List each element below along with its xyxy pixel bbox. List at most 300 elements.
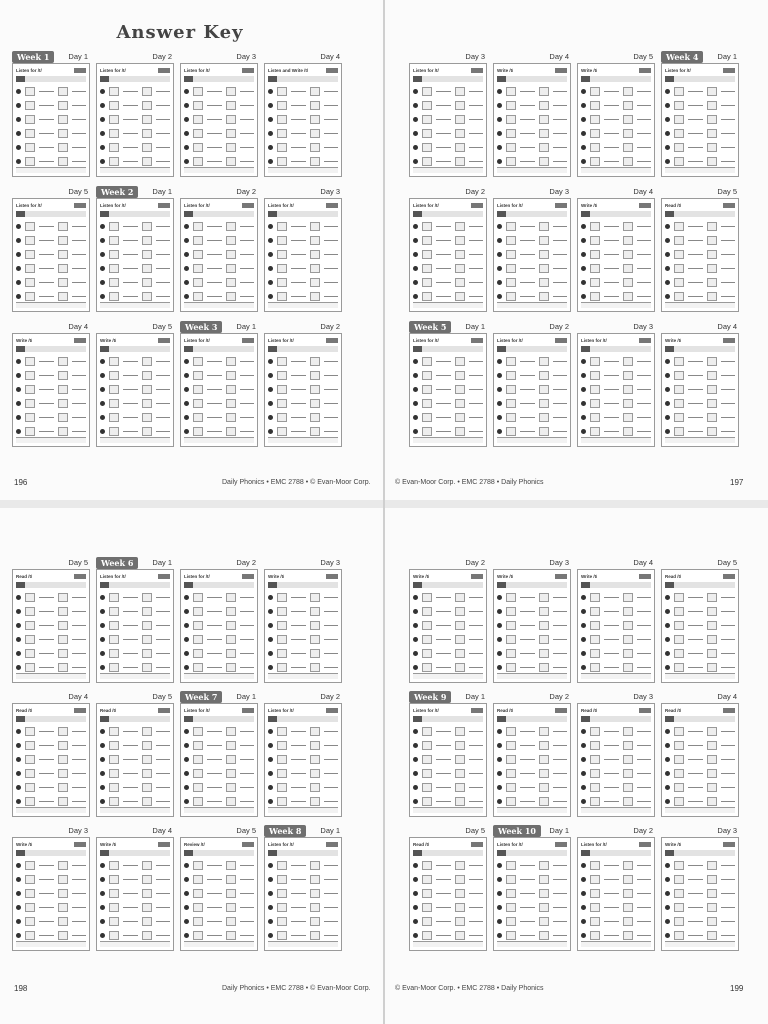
picture-icon (25, 250, 35, 259)
picture-icon (142, 797, 152, 806)
picture-icon (310, 875, 320, 884)
picture-icon (539, 292, 549, 301)
picture-icon (590, 755, 600, 764)
picture-icon (277, 889, 287, 898)
exercise-row (184, 607, 254, 616)
picture-icon (226, 115, 236, 124)
bullet-icon (184, 266, 189, 271)
picture-icon (422, 797, 432, 806)
bullet-icon (100, 252, 105, 257)
bullet-icon (413, 415, 418, 420)
exercise-row (413, 385, 483, 394)
directions-bar (184, 211, 254, 217)
picture-icon (422, 250, 432, 259)
picture-icon (623, 264, 633, 273)
picture-icon (109, 222, 119, 231)
exercise-row (268, 861, 338, 870)
worksheet-page (264, 63, 342, 177)
directions-bar (268, 211, 338, 217)
week-label: Week 2 (96, 186, 138, 198)
bullet-icon (497, 294, 502, 299)
exercise-row (268, 115, 338, 124)
picture-icon (193, 250, 203, 259)
worksheet-page (12, 333, 90, 447)
directions-bar (497, 211, 567, 217)
exercise-row (665, 236, 735, 245)
worksheet-title: Listen for /t/ (581, 842, 607, 847)
day-label: Day 1 (68, 52, 88, 61)
day-label: Day 4 (549, 52, 569, 61)
bullet-icon (100, 665, 105, 670)
exercise-row (581, 917, 651, 926)
picture-icon (193, 264, 203, 273)
picture-icon (226, 143, 236, 152)
bullet-icon (581, 933, 586, 938)
worksheet-thumbnail (661, 558, 739, 684)
picture-icon (25, 357, 35, 366)
exercise-row (497, 143, 567, 152)
exercise-row (184, 278, 254, 287)
picture-icon (142, 593, 152, 602)
picture-icon (539, 607, 549, 616)
picture-icon (674, 727, 684, 736)
worksheet-page (12, 63, 90, 177)
bullet-icon (665, 429, 670, 434)
exercise-row (268, 621, 338, 630)
bullet-icon (184, 359, 189, 364)
picture-icon (674, 649, 684, 658)
bullet-icon (413, 387, 418, 392)
picture-icon (58, 593, 68, 602)
exercise-row (497, 87, 567, 96)
picture-icon (109, 129, 119, 138)
worksheet-thumbnail (661, 187, 739, 313)
bullet-icon (268, 280, 273, 285)
picture-icon (674, 413, 684, 422)
picture-icon (193, 741, 203, 750)
picture-icon (310, 236, 320, 245)
picture-icon (142, 292, 152, 301)
picture-icon (422, 371, 432, 380)
exercise-row (100, 889, 170, 898)
picture-icon (455, 797, 465, 806)
exercise-row (413, 663, 483, 672)
bullet-icon (16, 401, 21, 406)
day-label: Day 5 (717, 187, 737, 196)
name-tag (158, 68, 170, 73)
picture-icon (109, 427, 119, 436)
bullet-icon (497, 891, 502, 896)
worksheet-title: Read /t/ (665, 203, 682, 208)
exercise-row (497, 727, 567, 736)
picture-icon (277, 593, 287, 602)
picture-icon (226, 371, 236, 380)
picture-icon (590, 649, 600, 658)
picture-icon (58, 413, 68, 422)
picture-icon (58, 385, 68, 394)
picture-icon (226, 931, 236, 940)
worksheet-title: Write /t/ (581, 574, 598, 579)
picture-icon (25, 861, 35, 870)
bullet-icon (413, 933, 418, 938)
exercise-row (497, 635, 567, 644)
bullet-icon (581, 609, 586, 614)
picture-icon (277, 607, 287, 616)
picture-icon (142, 399, 152, 408)
worksheet-title: Listen for /t/ (413, 68, 439, 73)
day-label: Day 2 (320, 322, 340, 331)
picture-icon (277, 101, 287, 110)
review-strip (268, 941, 338, 947)
exercise-row (665, 371, 735, 380)
review-strip (413, 941, 483, 947)
picture-icon (277, 797, 287, 806)
exercise-row (665, 157, 735, 166)
picture-icon (310, 399, 320, 408)
exercise-row (413, 292, 483, 301)
picture-icon (506, 769, 516, 778)
directions-bar (581, 716, 651, 722)
worksheet-page (493, 198, 571, 312)
picture-icon (226, 741, 236, 750)
picture-icon (506, 129, 516, 138)
picture-icon (707, 385, 717, 394)
bullet-icon (413, 877, 418, 882)
worksheet-page (493, 63, 571, 177)
bullet-icon (268, 429, 273, 434)
picture-icon (539, 357, 549, 366)
exercise-row (497, 931, 567, 940)
exercise-row (268, 741, 338, 750)
worksheet-thumbnail (661, 52, 739, 178)
picture-icon (25, 797, 35, 806)
day-label: Day 2 (320, 692, 340, 701)
bullet-icon (665, 401, 670, 406)
bullet-icon (665, 743, 670, 748)
picture-icon (277, 931, 287, 940)
picture-icon (455, 755, 465, 764)
exercise-row (581, 278, 651, 287)
picture-icon (142, 861, 152, 870)
picture-icon (455, 931, 465, 940)
day-label: Day 4 (717, 322, 737, 331)
picture-icon (590, 222, 600, 231)
exercise-row (581, 663, 651, 672)
picture-icon (674, 797, 684, 806)
picture-icon (226, 889, 236, 898)
bullet-icon (16, 294, 21, 299)
worksheet-title: Read /t/ (16, 708, 33, 713)
worksheet-title: Listen for /t/ (665, 68, 691, 73)
directions-bar (581, 211, 651, 217)
picture-icon (623, 783, 633, 792)
exercise-row (268, 371, 338, 380)
picture-icon (590, 236, 600, 245)
review-strip (497, 673, 567, 679)
worksheet-title: Write /t/ (665, 338, 682, 343)
picture-icon (422, 87, 432, 96)
exercise-row (497, 236, 567, 245)
picture-icon (623, 292, 633, 301)
bullet-icon (100, 729, 105, 734)
exercise-row (16, 917, 86, 926)
bullet-icon (100, 919, 105, 924)
bullet-icon (413, 103, 418, 108)
picture-icon (623, 649, 633, 658)
picture-icon (707, 861, 717, 870)
picture-icon (539, 236, 549, 245)
bullet-icon (184, 117, 189, 122)
exercise-row (497, 861, 567, 870)
picture-icon (506, 157, 516, 166)
bullet-icon (100, 238, 105, 243)
bullet-icon (497, 373, 502, 378)
picture-icon (674, 129, 684, 138)
picture-icon (623, 593, 633, 602)
name-tag (326, 203, 338, 208)
exercise-row (665, 129, 735, 138)
name-tag (639, 338, 651, 343)
picture-icon (193, 931, 203, 940)
bullet-icon (100, 401, 105, 406)
review-strip (184, 167, 254, 173)
worksheet-thumbnail (12, 558, 90, 684)
review-strip (100, 167, 170, 173)
exercise-row (100, 663, 170, 672)
bullet-icon (581, 595, 586, 600)
worksheet-page (577, 703, 655, 817)
bullet-icon (184, 373, 189, 378)
exercise-row (665, 292, 735, 301)
picture-icon (142, 607, 152, 616)
picture-icon (455, 875, 465, 884)
worksheet-page (96, 703, 174, 817)
bullet-icon (665, 905, 670, 910)
picture-icon (707, 115, 717, 124)
picture-icon (590, 769, 600, 778)
exercise-row (413, 87, 483, 96)
picture-icon (539, 101, 549, 110)
name-tag (723, 842, 735, 847)
bullet-icon (100, 863, 105, 868)
picture-icon (590, 371, 600, 380)
picture-icon (590, 264, 600, 273)
bullet-icon (581, 103, 586, 108)
bullet-icon (184, 415, 189, 420)
picture-icon (277, 755, 287, 764)
bullet-icon (268, 771, 273, 776)
bullet-icon (581, 415, 586, 420)
picture-icon (109, 621, 119, 630)
exercise-row (665, 649, 735, 658)
day-label: Day 1 (236, 692, 256, 701)
picture-icon (707, 413, 717, 422)
picture-icon (109, 889, 119, 898)
worksheet-page (409, 569, 487, 683)
picture-icon (58, 87, 68, 96)
picture-icon (590, 917, 600, 926)
exercise-row (413, 236, 483, 245)
exercise-row (16, 129, 86, 138)
bullet-icon (184, 238, 189, 243)
exercise-row (413, 783, 483, 792)
picture-icon (142, 635, 152, 644)
directions-bar (100, 76, 170, 82)
picture-icon (674, 236, 684, 245)
picture-icon (226, 427, 236, 436)
worksheet-title: Review /t/ (184, 842, 205, 847)
picture-icon (193, 399, 203, 408)
picture-icon (25, 741, 35, 750)
exercise-row (413, 889, 483, 898)
bullet-icon (497, 415, 502, 420)
week-label: Week 8 (264, 825, 306, 837)
bullet-icon (581, 623, 586, 628)
worksheet-page (180, 198, 258, 312)
bullet-icon (581, 145, 586, 150)
exercise-row (100, 931, 170, 940)
picture-icon (109, 371, 119, 380)
day-label: Day 4 (320, 52, 340, 61)
worksheet-thumbnail (12, 187, 90, 313)
exercise-row (497, 649, 567, 658)
picture-icon (707, 292, 717, 301)
day-label: Day 3 (465, 52, 485, 61)
review-strip (581, 941, 651, 947)
picture-icon (277, 87, 287, 96)
exercise-row (665, 399, 735, 408)
exercise-row (413, 649, 483, 658)
bullet-icon (268, 651, 273, 656)
picture-icon (623, 635, 633, 644)
bullet-icon (268, 863, 273, 868)
picture-icon (707, 917, 717, 926)
bullet-icon (581, 651, 586, 656)
bullet-icon (665, 415, 670, 420)
worksheet-thumbnail (12, 826, 90, 952)
bullet-icon (184, 785, 189, 790)
bullet-icon (581, 905, 586, 910)
picture-icon (623, 357, 633, 366)
picture-icon (277, 115, 287, 124)
exercise-row (665, 413, 735, 422)
review-strip (581, 807, 651, 813)
picture-icon (455, 741, 465, 750)
exercise-row (581, 87, 651, 96)
picture-icon (277, 292, 287, 301)
directions-bar (16, 211, 86, 217)
bullet-icon (184, 933, 189, 938)
bullet-icon (100, 373, 105, 378)
exercise-row (16, 250, 86, 259)
bullet-icon (184, 145, 189, 150)
picture-icon (539, 385, 549, 394)
picture-icon (707, 663, 717, 672)
exercise-row (581, 727, 651, 736)
picture-icon (539, 635, 549, 644)
name-tag (158, 338, 170, 343)
picture-icon (277, 250, 287, 259)
picture-icon (25, 399, 35, 408)
picture-icon (310, 635, 320, 644)
picture-icon (310, 861, 320, 870)
bullet-icon (497, 103, 502, 108)
picture-icon (109, 385, 119, 394)
bullet-icon (100, 159, 105, 164)
bullet-icon (268, 609, 273, 614)
name-tag (326, 708, 338, 713)
exercise-row (665, 250, 735, 259)
worksheet-thumbnail (493, 187, 571, 313)
picture-icon (506, 861, 516, 870)
directions-bar (581, 850, 651, 856)
worksheet-thumbnail (12, 322, 90, 448)
day-label: Day 1 (236, 322, 256, 331)
day-label: Day 1 (152, 187, 172, 196)
picture-icon (422, 385, 432, 394)
worksheet-thumbnail (409, 826, 487, 952)
bullet-icon (581, 771, 586, 776)
picture-icon (422, 741, 432, 750)
worksheet-thumbnail (577, 826, 655, 952)
review-strip (184, 437, 254, 443)
bullet-icon (16, 905, 21, 910)
bullet-icon (268, 224, 273, 229)
day-label: Day 5 (633, 52, 653, 61)
exercise-row (16, 101, 86, 110)
directions-bar (100, 211, 170, 217)
picture-icon (277, 663, 287, 672)
directions-bar (413, 211, 483, 217)
page-footer: Daily Phonics • EMC 2788 • © Evan-Moor Corp. (222, 985, 371, 992)
picture-icon (58, 250, 68, 259)
picture-icon (590, 87, 600, 96)
picture-icon (277, 741, 287, 750)
picture-icon (590, 889, 600, 898)
picture-icon (226, 278, 236, 287)
bullet-icon (497, 266, 502, 271)
worksheet-page (409, 837, 487, 951)
week-label: Week 10 (493, 825, 541, 837)
picture-icon (455, 157, 465, 166)
picture-icon (25, 222, 35, 231)
exercise-row (581, 649, 651, 658)
picture-icon (142, 101, 152, 110)
bullet-icon (413, 729, 418, 734)
exercise-row (16, 157, 86, 166)
exercise-row (268, 292, 338, 301)
bullet-icon (413, 89, 418, 94)
exercise-row (100, 755, 170, 764)
picture-icon (58, 755, 68, 764)
day-label: Day 1 (465, 322, 485, 331)
bullet-icon (581, 117, 586, 122)
bullet-icon (581, 665, 586, 670)
exercise-row (268, 607, 338, 616)
picture-icon (674, 371, 684, 380)
bullet-icon (665, 757, 670, 762)
bullet-icon (497, 863, 502, 868)
worksheet-page (96, 333, 174, 447)
picture-icon (674, 222, 684, 231)
page-196 (0, 0, 383, 500)
picture-icon (142, 727, 152, 736)
bullet-icon (16, 280, 21, 285)
picture-icon (422, 663, 432, 672)
picture-icon (142, 903, 152, 912)
exercise-row (16, 413, 86, 422)
bullet-icon (268, 729, 273, 734)
